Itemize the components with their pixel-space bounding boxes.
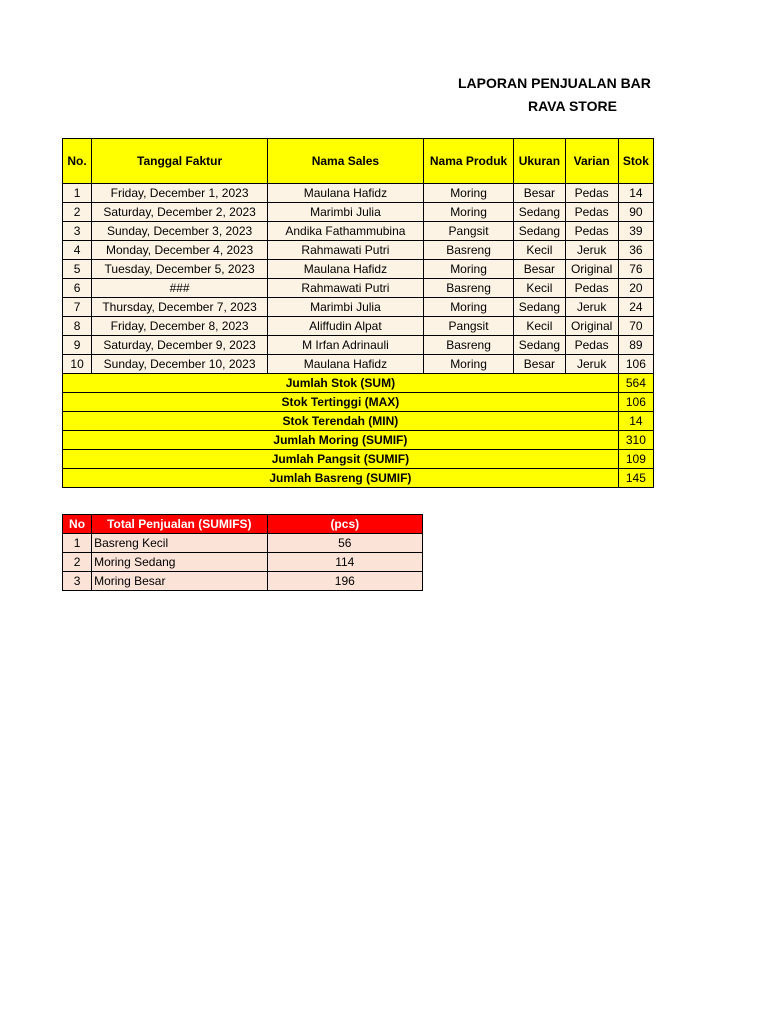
table-row bbox=[63, 298, 654, 317]
summary-value[interactable]: 145 bbox=[618, 469, 653, 488]
cell-stok[interactable]: 36 bbox=[618, 241, 653, 260]
sales-header-total[interactable]: Total Penjualan (SUMIFS) bbox=[92, 515, 267, 534]
header-varian[interactable]: Varian bbox=[565, 139, 618, 184]
cell-stok[interactable]: 76 bbox=[618, 260, 653, 279]
table-row bbox=[63, 241, 654, 260]
sales-cell-no[interactable]: 3 bbox=[63, 572, 92, 591]
summary-row bbox=[63, 374, 654, 393]
cell-tanggal-faktur[interactable]: Friday, December 1, 2023 bbox=[92, 184, 268, 203]
cell-no[interactable]: 4 bbox=[63, 241, 92, 260]
cell-varian[interactable]: Jeruk bbox=[565, 298, 618, 317]
cell-varian[interactable]: Original bbox=[565, 317, 618, 336]
summary-value[interactable]: 310 bbox=[618, 431, 653, 450]
report-title: LAPORAN PENJUALAN BAR bbox=[458, 75, 651, 91]
cell-ukuran[interactable]: Besar bbox=[514, 184, 565, 203]
total-sales-table bbox=[62, 514, 423, 591]
cell-nama-produk[interactable]: Moring bbox=[423, 298, 513, 317]
summary-row bbox=[63, 469, 654, 488]
cell-no[interactable]: 8 bbox=[63, 317, 92, 336]
cell-varian[interactable]: Pedas bbox=[565, 222, 618, 241]
cell-tanggal-faktur[interactable]: Saturday, December 9, 2023 bbox=[92, 336, 268, 355]
cell-no[interactable]: 9 bbox=[63, 336, 92, 355]
table-row bbox=[63, 203, 654, 222]
cell-stok[interactable]: 90 bbox=[618, 203, 653, 222]
table-header-row bbox=[63, 139, 654, 184]
cell-nama-produk[interactable]: Basreng bbox=[423, 336, 513, 355]
cell-nama-produk[interactable]: Pangsit bbox=[423, 222, 513, 241]
sales-cell-product[interactable]: Moring Sedang bbox=[92, 553, 267, 572]
cell-nama-sales[interactable]: Andika Fathammubina bbox=[268, 222, 424, 241]
cell-varian[interactable]: Original bbox=[565, 260, 618, 279]
cell-ukuran[interactable]: Kecil bbox=[514, 279, 565, 298]
cell-varian[interactable]: Pedas bbox=[565, 279, 618, 298]
sales-header-pcs[interactable]: (pcs) bbox=[267, 515, 422, 534]
header-stok[interactable]: Stok bbox=[618, 139, 653, 184]
cell-stok[interactable]: 20 bbox=[618, 279, 653, 298]
header-ukuran[interactable]: Ukuran bbox=[514, 139, 565, 184]
summary-label[interactable]: Stok Terendah (MIN) bbox=[63, 412, 619, 431]
cell-ukuran[interactable]: Sedang bbox=[514, 298, 565, 317]
cell-no[interactable]: 6 bbox=[63, 279, 92, 298]
cell-stok[interactable]: 14 bbox=[618, 184, 653, 203]
cell-ukuran[interactable]: Sedang bbox=[514, 203, 565, 222]
report-subtitle: RAVA STORE bbox=[528, 98, 617, 114]
cell-nama-produk[interactable]: Moring bbox=[423, 260, 513, 279]
cell-tanggal-faktur[interactable]: Saturday, December 2, 2023 bbox=[92, 203, 268, 222]
cell-varian[interactable]: Jeruk bbox=[565, 355, 618, 374]
cell-ukuran[interactable]: Sedang bbox=[514, 336, 565, 355]
header-nama-sales[interactable]: Nama Sales bbox=[268, 139, 424, 184]
summary-label[interactable]: Jumlah Pangsit (SUMIF) bbox=[63, 450, 619, 469]
cell-ukuran[interactable]: Besar bbox=[514, 355, 565, 374]
cell-tanggal-faktur[interactable]: Friday, December 8, 2023 bbox=[92, 317, 268, 336]
summary-value[interactable]: 106 bbox=[618, 393, 653, 412]
cell-nama-sales[interactable]: Marimbi Julia bbox=[268, 298, 424, 317]
cell-no[interactable]: 10 bbox=[63, 355, 92, 374]
summary-value[interactable]: 564 bbox=[618, 374, 653, 393]
sales-cell-pcs[interactable]: 196 bbox=[267, 572, 422, 591]
cell-nama-sales[interactable]: Maulana Hafidz bbox=[268, 260, 424, 279]
header-no[interactable]: No. bbox=[63, 139, 92, 184]
sales-cell-product[interactable]: Moring Besar bbox=[92, 572, 267, 591]
cell-nama-sales[interactable]: M Irfan Adrinauli bbox=[268, 336, 424, 355]
sales-table-body bbox=[63, 534, 423, 591]
cell-stok[interactable]: 89 bbox=[618, 336, 653, 355]
summary-label[interactable]: Jumlah Basreng (SUMIF) bbox=[63, 469, 619, 488]
sales-report-table bbox=[62, 138, 654, 488]
table-row bbox=[63, 222, 654, 241]
summary-row bbox=[63, 412, 654, 431]
cell-no[interactable]: 2 bbox=[63, 203, 92, 222]
cell-nama-sales[interactable]: Aliffudin Alpat bbox=[268, 317, 424, 336]
sales-cell-product[interactable]: Basreng Kecil bbox=[92, 534, 267, 553]
cell-tanggal-faktur[interactable]: Monday, December 4, 2023 bbox=[92, 241, 268, 260]
cell-ukuran[interactable]: Besar bbox=[514, 260, 565, 279]
table-row bbox=[63, 317, 654, 336]
cell-varian[interactable]: Pedas bbox=[565, 203, 618, 222]
cell-stok[interactable]: 39 bbox=[618, 222, 653, 241]
cell-no[interactable]: 5 bbox=[63, 260, 92, 279]
sales-cell-pcs[interactable]: 56 bbox=[267, 534, 422, 553]
table-body bbox=[63, 184, 654, 488]
cell-ukuran[interactable]: Kecil bbox=[514, 241, 565, 260]
table-row bbox=[63, 184, 654, 203]
cell-stok[interactable]: 24 bbox=[618, 298, 653, 317]
cell-nama-sales[interactable]: Rahmawati Putri bbox=[268, 241, 424, 260]
cell-ukuran[interactable]: Kecil bbox=[514, 317, 565, 336]
summary-row bbox=[63, 450, 654, 469]
cell-varian[interactable]: Jeruk bbox=[565, 241, 618, 260]
header-nama-produk[interactable]: Nama Produk bbox=[423, 139, 513, 184]
summary-row bbox=[63, 393, 654, 412]
cell-nama-produk[interactable]: Moring bbox=[423, 203, 513, 222]
table-row bbox=[63, 260, 654, 279]
cell-nama-sales[interactable]: Marimbi Julia bbox=[268, 203, 424, 222]
sales-cell-pcs[interactable]: 114 bbox=[267, 553, 422, 572]
cell-nama-produk[interactable]: Moring bbox=[423, 184, 513, 203]
cell-stok[interactable]: 70 bbox=[618, 317, 653, 336]
table-row bbox=[63, 336, 654, 355]
cell-no[interactable]: 1 bbox=[63, 184, 92, 203]
summary-value[interactable]: 109 bbox=[618, 450, 653, 469]
cell-varian[interactable]: Pedas bbox=[565, 184, 618, 203]
sales-cell-no[interactable]: 1 bbox=[63, 534, 92, 553]
cell-tanggal-faktur[interactable]: Sunday, December 3, 2023 bbox=[92, 222, 268, 241]
sales-header-row bbox=[63, 515, 423, 534]
cell-nama-produk[interactable]: Pangsit bbox=[423, 317, 513, 336]
table-row bbox=[63, 355, 654, 374]
summary-value[interactable]: 14 bbox=[618, 412, 653, 431]
sales-row bbox=[63, 534, 423, 553]
sales-header-no[interactable]: No bbox=[63, 515, 92, 534]
cell-nama-sales[interactable]: Maulana Hafidz bbox=[268, 184, 424, 203]
cell-varian[interactable]: Pedas bbox=[565, 336, 618, 355]
sales-row bbox=[63, 572, 423, 591]
cell-nama-produk[interactable]: Moring bbox=[423, 355, 513, 374]
cell-tanggal-faktur[interactable]: Sunday, December 10, 2023 bbox=[92, 355, 268, 374]
header-tanggal-faktur[interactable]: Tanggal Faktur bbox=[92, 139, 268, 184]
cell-nama-sales[interactable]: Rahmawati Putri bbox=[268, 279, 424, 298]
cell-tanggal-faktur[interactable]: ### bbox=[92, 279, 268, 298]
cell-ukuran[interactable]: Sedang bbox=[514, 222, 565, 241]
summary-label[interactable]: Stok Tertinggi (MAX) bbox=[63, 393, 619, 412]
summary-row bbox=[63, 431, 654, 450]
cell-nama-sales[interactable]: Maulana Hafidz bbox=[268, 355, 424, 374]
cell-tanggal-faktur[interactable]: Tuesday, December 5, 2023 bbox=[92, 260, 268, 279]
cell-stok[interactable]: 106 bbox=[618, 355, 653, 374]
table-row bbox=[63, 279, 654, 298]
sales-cell-no[interactable]: 2 bbox=[63, 553, 92, 572]
cell-nama-produk[interactable]: Basreng bbox=[423, 279, 513, 298]
summary-label[interactable]: Jumlah Stok (SUM) bbox=[63, 374, 619, 393]
cell-tanggal-faktur[interactable]: Thursday, December 7, 2023 bbox=[92, 298, 268, 317]
cell-no[interactable]: 3 bbox=[63, 222, 92, 241]
cell-nama-produk[interactable]: Basreng bbox=[423, 241, 513, 260]
cell-no[interactable]: 7 bbox=[63, 298, 92, 317]
sales-row bbox=[63, 553, 423, 572]
summary-label[interactable]: Jumlah Moring (SUMIF) bbox=[63, 431, 619, 450]
